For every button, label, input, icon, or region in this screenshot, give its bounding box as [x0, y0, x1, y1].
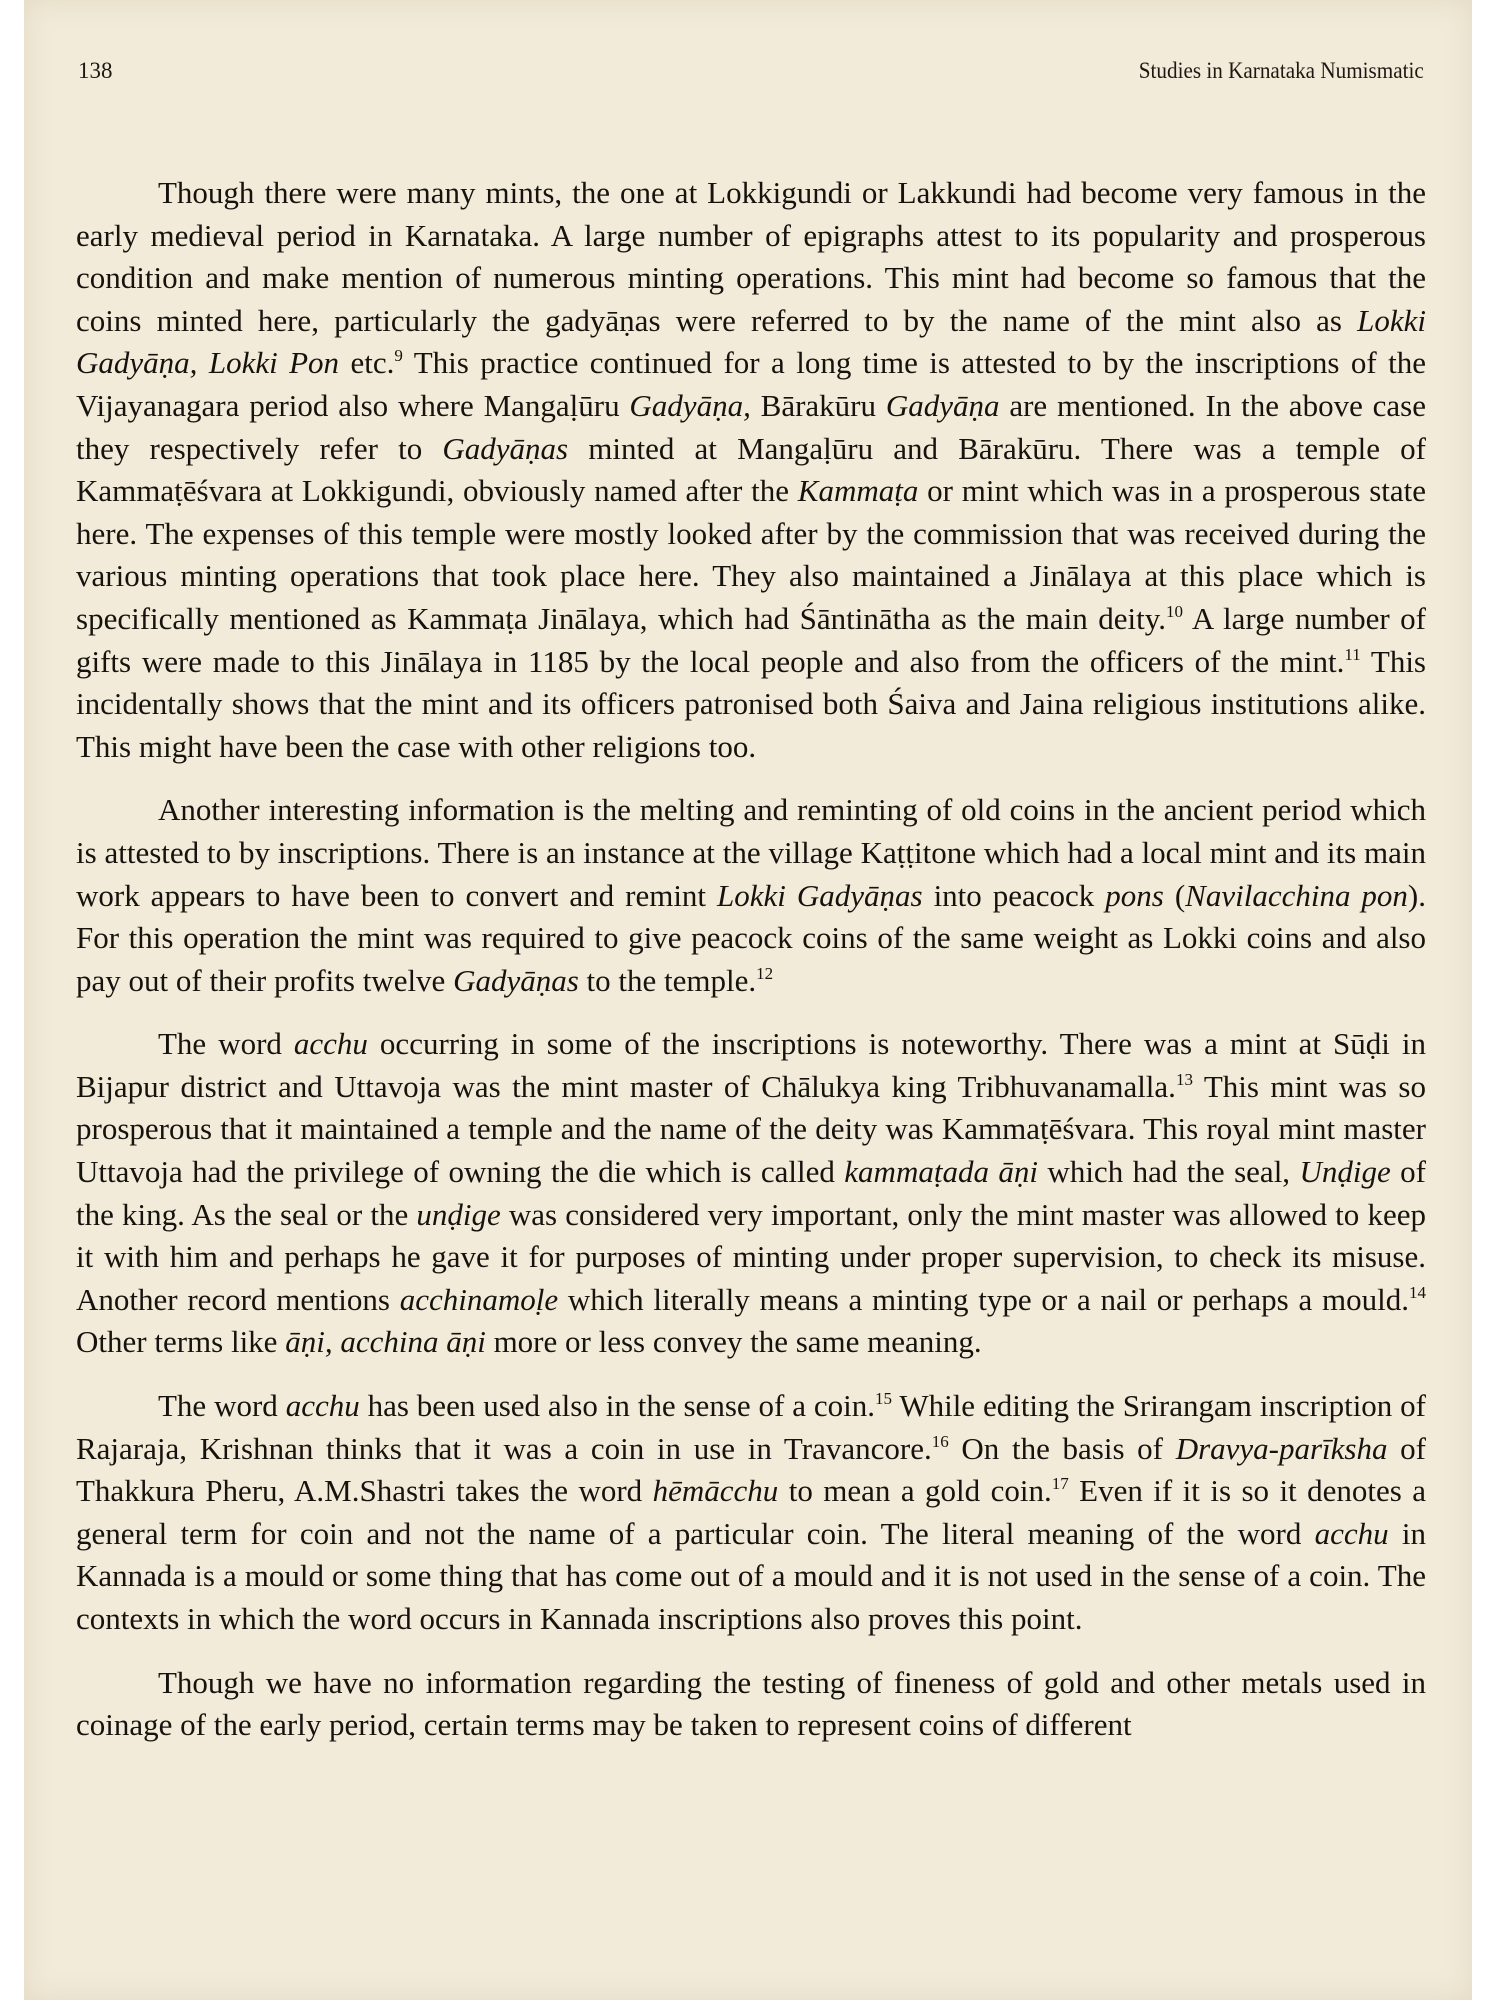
text-run: The word: [158, 1388, 286, 1424]
text-run: Other terms like: [76, 1324, 286, 1360]
text-run: This incidentally shows that the mint and its officers patronised both Śaiva and Jaina religious institutions alike. This might have been the case with other religions too.: [76, 643, 1426, 764]
footnote-ref: 10: [1166, 601, 1183, 621]
italic-term: Dravya-parīksha: [1175, 1430, 1388, 1466]
text-run: which had the seal,: [1038, 1154, 1300, 1190]
paragraph: [76, 172, 1426, 768]
italic-term: Kammaṭa: [797, 473, 919, 509]
running-title: Studies in Karnataka Numismatic: [1138, 58, 1424, 83]
text-run: more or less convey the same meaning.: [485, 1324, 982, 1360]
italic-term: acchu: [293, 1026, 368, 1062]
text-run: to the temple.: [578, 962, 757, 998]
italic-term: kammaṭada āṇi: [844, 1154, 1038, 1190]
italic-term: hēmācchu: [652, 1473, 779, 1509]
italic-term: Unḍige: [1299, 1154, 1391, 1190]
text-run: Bārakūru: [750, 387, 886, 423]
text-run: are mentioned. In the above case they respectively refer to: [76, 387, 1427, 466]
text-run: This mint was so prosperous that it maintained a temple and the name of the deity was Kammaṭēśvara. This royal mint master Uttavoja had the privilege of owning the die which is called: [76, 1068, 1426, 1190]
text-run: occurring in some of the inscriptions is noteworthy. There was a mint at Sūḍi in Bijapur district and Uttavoja was the mint master of Chālukya king Tribhuvanamalla.: [76, 1026, 1426, 1104]
footnote-ref: 12: [756, 963, 774, 983]
text-run: was considered very important, only the mint master was allowed to keep it with him and perhaps he gave it for purposes of minting under proper supervision, to check its misuse. Another record mentions: [76, 1196, 1426, 1317]
italic-term: Navilacchina pon: [1185, 877, 1408, 913]
text-run: Though we have no information regarding the testing of fineness of gold and other metals used in coinage of the early period, certain terms may be taken to represent coins of different: [76, 1664, 1426, 1743]
italic-term: acchu: [285, 1388, 360, 1424]
page-header: [78, 58, 1424, 98]
text-run: of the king. As the seal or the: [76, 1154, 1427, 1232]
footnote-ref: 16: [931, 1431, 949, 1451]
text-run: has been used also in the sense of a coin.: [359, 1388, 875, 1424]
text-run: A large number of gifts were made to this Jinālaya in 1185 by the local people and also from the officers of the mint.: [76, 600, 1427, 679]
italic-term: āṇi, acchina āṇi: [285, 1324, 486, 1360]
footnote-ref: 14: [1408, 1282, 1426, 1302]
text-run: (: [1163, 877, 1186, 913]
italic-term: Gadyāṇas: [453, 962, 579, 998]
paragraph: [76, 1385, 1426, 1641]
text-run: into peacock: [922, 877, 1106, 913]
italic-term: Gadyāṇa,: [629, 387, 751, 423]
body-text: [76, 172, 1426, 1747]
paragraph: [76, 789, 1426, 1002]
text-run: This practice continued for a long time is attested to by the inscriptions of the Vijayanagara period also where Mangaḷūru: [76, 345, 1426, 423]
italic-term: acchu: [1314, 1515, 1389, 1551]
text-run: etc.: [339, 345, 395, 381]
text-run: While editing the Srirangam inscription of Rajaraja, Krishnan thinks that it was a coin in use in Travancore.: [76, 1388, 1427, 1466]
footnote-ref: 13: [1175, 1069, 1193, 1089]
text-run: Even if it is so it denotes a general term for coin and not the name of a particular coin. The literal meaning of the word: [76, 1473, 1426, 1551]
text-run: minted at Mangaḷūru and Bārakūru. There was a temple of Kammaṭēśvara at Lokkigundi, obviously named after the: [76, 430, 1426, 509]
footnote-ref: 17: [1051, 1474, 1069, 1494]
text-run: Though there were many mints, the one at Lokkigundi or Lakkundi had become very famous in the early medieval period in Karnataka. A large number of epigraphs attest to its popularity and prosperous condition and make mention of numerous minting operations. This mint had become so famous that the coins minted here, particularly the gadyāṇas were referred to by the name of the mint also as: [76, 175, 1426, 338]
italic-term: Lokki Gadyāṇas: [717, 877, 923, 913]
footnote-ref: 15: [875, 1389, 892, 1409]
paragraph: [76, 1662, 1426, 1747]
text-run: of Thakkura Pheru, A.M.Shastri takes the word: [76, 1430, 1426, 1509]
paragraph: [76, 1023, 1426, 1364]
text-run: Another interesting information is the melting and reminting of old coins in the ancient period which is attested to by inscriptions. There is an instance at the village Kaṭṭitone which had a local mint and its main work appears to have been to convert and remint: [76, 792, 1426, 913]
footnote-ref: 11: [1344, 644, 1361, 664]
italic-term: acchinamoḷe: [399, 1281, 559, 1317]
italic-term: pons: [1105, 877, 1164, 913]
scanned-page: [24, 0, 1472, 2000]
italic-term: Lokki Gadyāṇa, Lokki Pon: [76, 302, 1426, 381]
text-run: ). For this operation the mint was required to give peacock coins of the same weight as Lokki coins and also pay out of their profits twelve: [76, 877, 1426, 998]
text-run: On the basis of: [948, 1430, 1176, 1466]
page-number: 138: [78, 58, 113, 83]
footnote-ref: 9: [394, 346, 403, 366]
text-run: in Kannada is a mould or some thing that has come out of a mould and it is not used in the sense of a coin. The contexts in which the word occurs in Kannada inscriptions also proves this point.: [76, 1515, 1426, 1636]
italic-term: unḍige: [416, 1196, 501, 1232]
text-run: or mint which was in a prosperous state here. The expenses of this temple were mostly looked after by the commission that was received during the various minting operations that took place here. They also maintained a Jinālaya at this place which is specifically mentioned as Kammaṭa Jinālaya, which had Śāntinātha as the main deity.: [76, 473, 1426, 636]
italic-term: Gadyāṇa: [885, 387, 1000, 423]
text-run: The word: [158, 1026, 294, 1062]
italic-term: Gadyāṇas: [442, 430, 569, 466]
text-run: which literally means a minting type or a nail or perhaps a mould.: [558, 1281, 1409, 1317]
text-run: to mean a gold coin.: [778, 1473, 1052, 1509]
